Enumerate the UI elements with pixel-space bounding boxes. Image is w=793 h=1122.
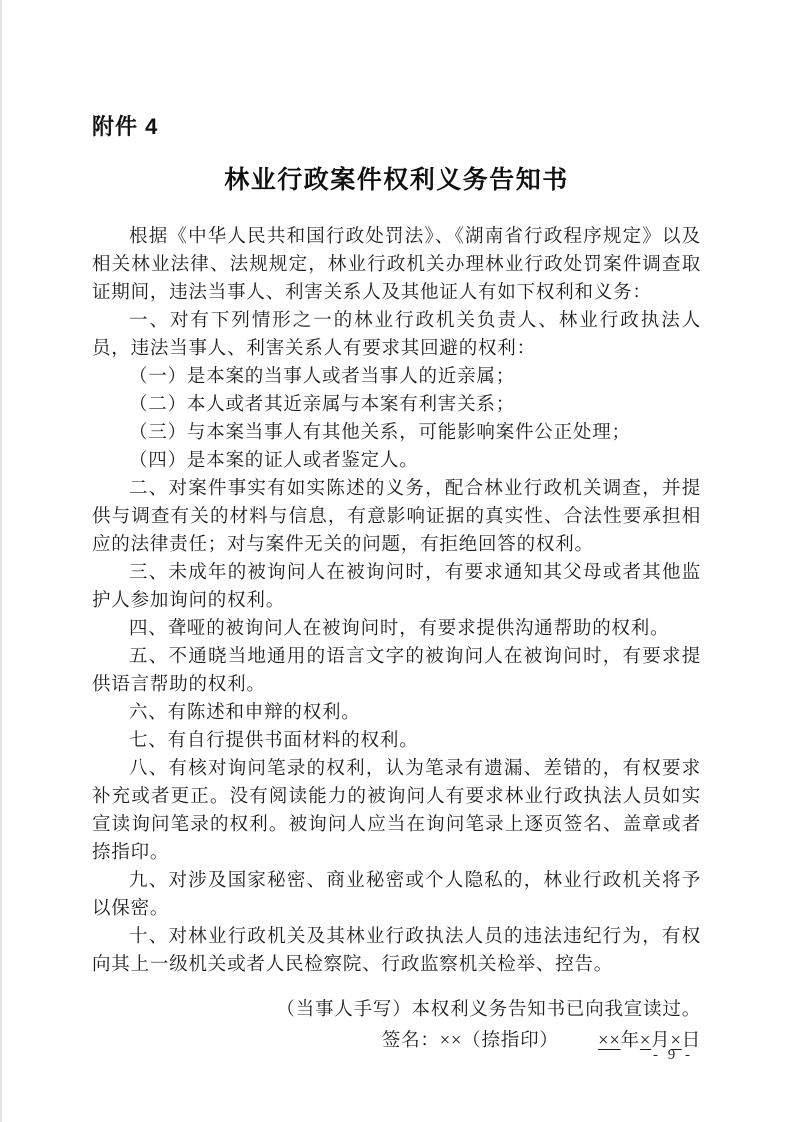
scan-edge-artifact [0, 0, 2, 1122]
attachment-label: 附件 4 [92, 114, 159, 139]
signature-line [92, 1026, 701, 1056]
document-body [92, 223, 701, 979]
paragraph-item-9: 九、对涉及国家秘密、商业秘密或个人隐私的，林业行政机关将予以保密。 [92, 871, 701, 919]
paragraph-item-10: 十、对林业行政机关及其林业行政执法人员的违法违纪行为，有权向其上一级机关或者人民检察院、行政监察机关检举、控告。 [92, 927, 701, 975]
date-month-value: × [639, 1031, 652, 1051]
paragraph-item-7: 七、有自行提供书面材料的权利。 [129, 731, 419, 751]
paragraph-subitem-4: （四）是本案的证人或者鉴定人。 [129, 451, 419, 471]
signature-label: 签名：××（捺指印） [381, 1031, 559, 1051]
handwritten-declaration: （当事人手写）本权利义务告知书已向我宣读过。 [276, 1000, 701, 1020]
closing-block [92, 995, 701, 1056]
paragraph-item-8: 八、有核对询问笔录的权利，认为笔录有遗漏、差错的，有权要求补充或者更正。没有阅读能力的被询问人有要求林业行政执法人员如实宣读询问笔录的权利。被询问人应当在询问笔录上逐页签名、盖章或者捺指印。 [92, 759, 701, 863]
date-year-unit: 年 [620, 1031, 640, 1051]
paragraph-intro: 根据《中华人民共和国行政处罚法》、《湖南省行政程序规定》以及相关林业法律、法规规定，林业行政机关办理林业行政处罚案件调查取证期间，违法当事人、利害关系人及其他证人有如下权利和义务： [92, 227, 701, 303]
date-day-unit: 日 [681, 1031, 701, 1051]
paragraph-subitem-3: （三）与本案当事人有其他关系，可能影响案件公正处理； [129, 423, 631, 443]
paragraph-subitem-2: （二）本人或者其近亲属与本案有利害关系； [129, 395, 516, 415]
date-year-value: ×× [598, 1031, 621, 1051]
paragraph-item-6: 六、有陈述和申辩的权利。 [129, 703, 361, 723]
document-title: 林业行政案件权利义务告知书 [224, 166, 569, 194]
paragraph-item-4: 四、聋哑的被询问人在被询问时，有要求提供沟通帮助的权利。 [129, 619, 670, 639]
paragraph-item-1: 一、对有下列情形之一的林业行政机关负责人、林业行政执法人员，违法当事人、利害关系人有要求其回避的权利： [92, 311, 701, 359]
paragraph-item-3: 三、未成年的被询问人在被询问时，有要求通知其父母或者其他监护人参加询问的权利。 [92, 563, 701, 611]
document-content [92, 110, 701, 1056]
date-day-value: × [670, 1031, 682, 1051]
page-number: - 9 - [653, 1047, 693, 1063]
paragraph-item-2: 二、对案件事实有如实陈述的义务，配合林业行政机关调查，并提供与调查有关的材料与信息，有意影响证据的真实性、合法性要承担相应的法律责任；对与案件无关的问题，有拒绝回答的权利。 [92, 479, 701, 555]
date-month-unit: 月 [651, 1031, 671, 1051]
paragraph-subitem-1: （一）是本案的当事人或者当事人的近亲属； [129, 367, 516, 387]
paragraph-item-5: 五、不通晓当地通用的语言文字的被询问人在被询问时，有要求提供语言帮助的权利。 [92, 647, 701, 695]
